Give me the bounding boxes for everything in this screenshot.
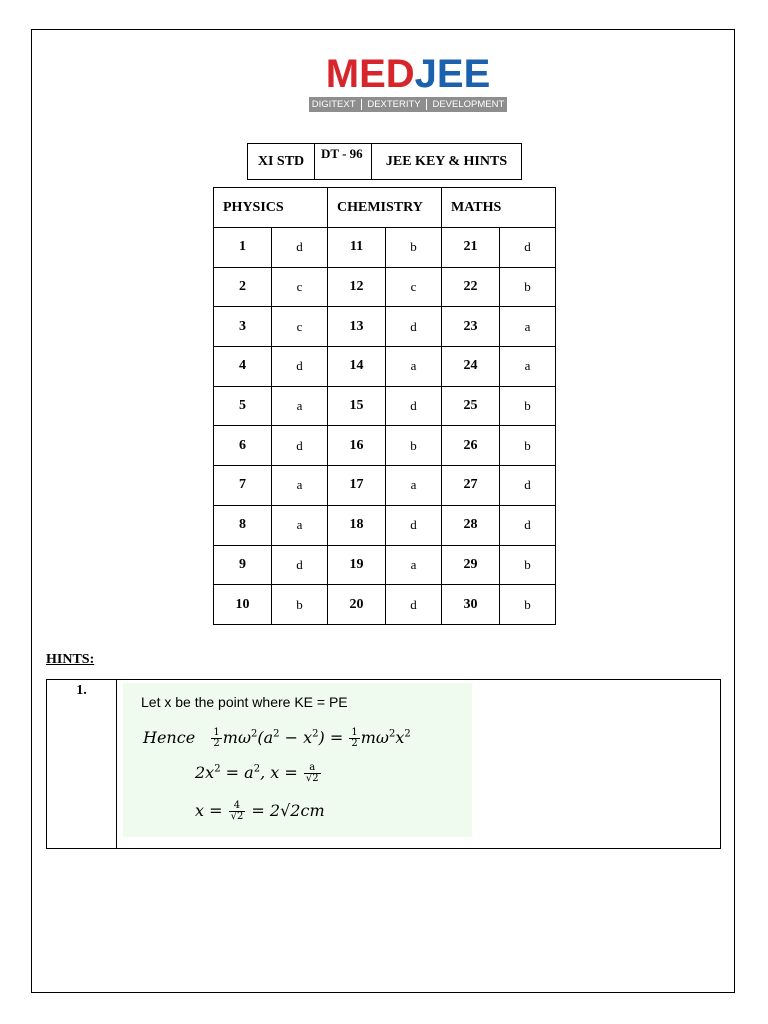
key-row [214, 228, 556, 268]
title-cell: JEE KEY & HINTS [372, 144, 522, 180]
equation-3 [195, 801, 325, 822]
question-number: 21 [442, 228, 500, 268]
std-cell: XI STD [248, 144, 315, 180]
answer-option: a [500, 307, 556, 347]
dt-cell: DT - 96 [315, 144, 372, 180]
question-number: 3 [214, 307, 272, 347]
question-number: 6 [214, 426, 272, 466]
exp: 2 [388, 728, 396, 740]
question-number: 24 [442, 347, 500, 387]
eq-term: ) = [318, 728, 349, 747]
answer-option: b [500, 545, 556, 585]
eq-term: mω [222, 728, 252, 747]
question-number: 16 [328, 426, 386, 466]
answer-option: a [272, 505, 328, 545]
answer-option: c [386, 267, 442, 307]
equation-2 [195, 763, 322, 784]
eq-term: mω [360, 728, 389, 747]
answer-option: a [272, 386, 328, 426]
logo-wordmark [309, 53, 507, 95]
frac-den: 2 [213, 738, 220, 749]
exp: 2 [312, 728, 319, 740]
exp: 2 [251, 728, 258, 740]
answer-option: d [500, 228, 556, 268]
eq-term: = a [220, 763, 254, 782]
exp: 2 [404, 728, 411, 740]
question-number: 11 [328, 228, 386, 268]
key-row [214, 505, 556, 545]
answer-option: d [386, 505, 442, 545]
key-row [214, 585, 556, 625]
question-number: 2 [214, 267, 272, 307]
hint-intro-text: Let x be the point where KE = PE [141, 694, 348, 710]
question-number: 25 [442, 386, 500, 426]
subject-chemistry: CHEMISTRY [328, 188, 442, 228]
frac-num: 1 [213, 727, 220, 738]
answer-option: b [500, 585, 556, 625]
question-number: 26 [442, 426, 500, 466]
frac-num: 1 [351, 727, 358, 738]
question-number: 7 [214, 466, 272, 506]
answer-option: b [500, 267, 556, 307]
answer-option: a [386, 347, 442, 387]
subject-physics: PHYSICS [214, 188, 328, 228]
fraction-4-root2 [229, 801, 246, 822]
eq-term: − x [279, 728, 313, 747]
question-number: 22 [442, 267, 500, 307]
fraction-half [349, 728, 359, 749]
answer-option: d [500, 466, 556, 506]
eq-term: (a [257, 728, 274, 747]
question-number: 27 [442, 466, 500, 506]
eq-term: x [395, 728, 405, 747]
answer-key-table [213, 187, 556, 625]
answer-option: d [272, 347, 328, 387]
question-number: 4 [214, 347, 272, 387]
subject-row [214, 188, 556, 228]
equation-1 [143, 728, 411, 749]
question-number: 12 [328, 267, 386, 307]
eq-term: , x = [260, 763, 303, 782]
hint-item [46, 679, 721, 849]
key-row [214, 307, 556, 347]
frac-num: 4 [229, 801, 246, 812]
exp: 2 [214, 763, 221, 775]
hint-number: 1. [47, 680, 117, 848]
answer-option: d [272, 545, 328, 585]
logo-jee-text: JEE [414, 52, 491, 96]
frac-num: a [304, 763, 321, 774]
question-number: 15 [328, 386, 386, 426]
question-number: 8 [214, 505, 272, 545]
question-number: 30 [442, 585, 500, 625]
header-table [247, 143, 522, 180]
tagline-separator [426, 99, 427, 110]
key-row [214, 386, 556, 426]
question-number: 17 [328, 466, 386, 506]
hence-word: Hence [143, 728, 196, 747]
frac-den: √2 [230, 811, 244, 822]
logo-med-text: MED [325, 52, 415, 96]
question-number: 9 [214, 545, 272, 585]
tagline-word: DIGITEXT [311, 99, 356, 110]
answer-option: a [272, 466, 328, 506]
key-row [214, 426, 556, 466]
question-number: 20 [328, 585, 386, 625]
question-number: 23 [442, 307, 500, 347]
tagline-separator [361, 99, 362, 110]
question-number: 1 [214, 228, 272, 268]
key-row [214, 267, 556, 307]
answer-option: c [272, 307, 328, 347]
hints-heading: HINTS: [46, 652, 95, 667]
question-number: 29 [442, 545, 500, 585]
answer-option: d [386, 386, 442, 426]
tagline-word: DEXTERITY [367, 99, 421, 110]
answer-option: a [500, 347, 556, 387]
medjee-logo [309, 51, 507, 113]
answer-option: b [272, 585, 328, 625]
answer-option: b [500, 386, 556, 426]
answer-option: b [500, 426, 556, 466]
key-row [214, 347, 556, 387]
exp: 2 [273, 728, 280, 740]
answer-option: d [272, 426, 328, 466]
hint-solution [123, 683, 472, 837]
fraction-half [211, 728, 221, 749]
answer-option: d [272, 228, 328, 268]
question-number: 10 [214, 585, 272, 625]
question-number: 14 [328, 347, 386, 387]
eq-term: x = [195, 801, 228, 820]
frac-den: √2 [305, 773, 319, 784]
answer-option: a [386, 466, 442, 506]
question-number: 28 [442, 505, 500, 545]
answer-option: b [386, 426, 442, 466]
question-number: 5 [214, 386, 272, 426]
answer-option: a [386, 545, 442, 585]
question-number: 18 [328, 505, 386, 545]
answer-option: d [386, 585, 442, 625]
subject-maths: MATHS [442, 188, 556, 228]
question-number: 13 [328, 307, 386, 347]
logo-tagline [309, 97, 507, 112]
eq-term: 2x [195, 763, 215, 782]
fraction-a-root2 [304, 763, 321, 784]
key-row [214, 466, 556, 506]
frac-den: 2 [351, 738, 358, 749]
answer-option: d [500, 505, 556, 545]
answer-option: c [272, 267, 328, 307]
tagline-word: DEVELOPMENT [432, 99, 505, 110]
answer-option: b [386, 228, 442, 268]
question-number: 19 [328, 545, 386, 585]
key-row [214, 545, 556, 585]
answer-option: d [386, 307, 442, 347]
exp: 2 [253, 763, 261, 775]
eq-term: = 2√2cm [246, 801, 325, 820]
